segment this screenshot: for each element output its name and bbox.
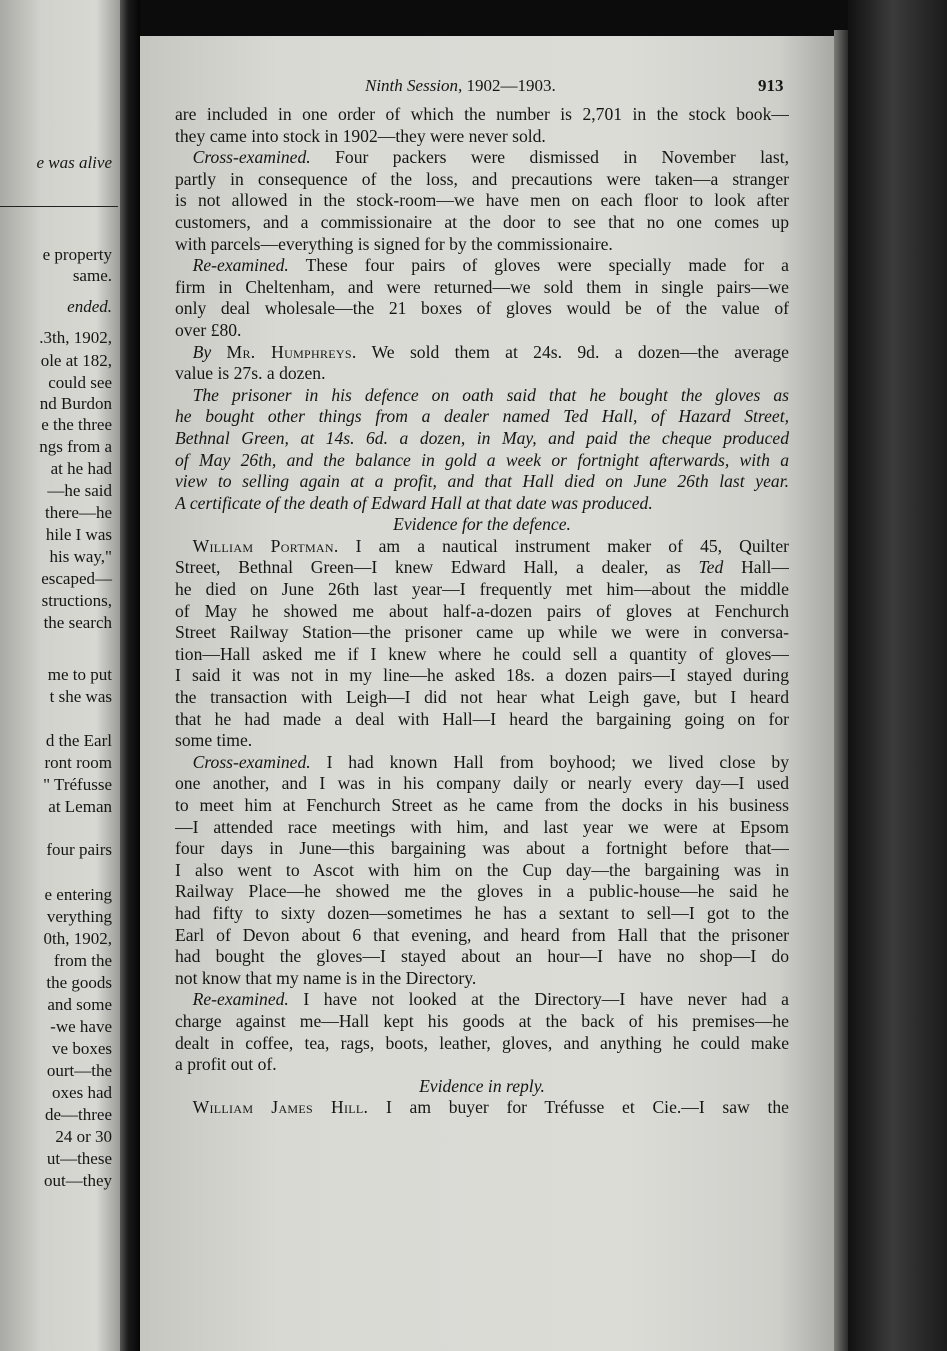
left-page-line: the goods bbox=[46, 973, 112, 992]
left-page-line: ut—these bbox=[46, 1149, 112, 1168]
text-line: dealt in coffee, tea, rags, boots, leather, gloves, and anything he could make bbox=[175, 1032, 789, 1053]
left-page-line: me to put bbox=[47, 665, 112, 684]
page-body bbox=[175, 104, 789, 1119]
left-page-line: d the Earl bbox=[45, 731, 112, 750]
left-page-line: ront room bbox=[44, 753, 112, 772]
left-page-line: .3th, 1902, bbox=[39, 328, 112, 347]
page-header bbox=[140, 76, 834, 100]
text-line: tion—Hall asked me if I knew where he could sell a quantity of gloves— bbox=[175, 643, 789, 664]
left-page-line: at he had bbox=[50, 459, 112, 478]
left-page-line: e the three bbox=[41, 415, 112, 434]
text-line: partly in consequence of the loss, and precautions were taken—a stranger bbox=[175, 168, 789, 189]
text-line: that he had made a deal with Hall—I heard the bargaining going on for bbox=[175, 708, 789, 729]
paragraph-by-mr-humphreys: By Mr. Humphreys. We sold them at 24s. 9d. a dozen—the average bbox=[192, 341, 789, 362]
defence-statement-line: Bethnal Green, at 14s. 6d. a dozen, in May, and paid the cheque produced bbox=[175, 427, 789, 448]
speaker-name: Mr. Humphreys. bbox=[226, 341, 357, 362]
text-line: only deal wholesale—the 21 boxes of gloves would be of the value of bbox=[175, 298, 789, 319]
left-page-line: ended. bbox=[67, 297, 112, 316]
left-page-line: could see bbox=[48, 373, 112, 392]
text-line: Earl of Devon about 6 that evening, and heard from Hall that the prisoner bbox=[175, 924, 789, 945]
left-page-rule bbox=[0, 206, 118, 207]
paragraph-william-james-hill: William James Hill. I am buyer for Tréfusse et Cie.—I saw the bbox=[192, 1097, 789, 1118]
left-facing-page bbox=[0, 0, 120, 1351]
left-page-line: escaped— bbox=[41, 569, 112, 588]
text-line: they came into stock in 1902—they were never sold. bbox=[175, 125, 546, 146]
text-line: not know that my name is in the Directory. bbox=[175, 967, 477, 988]
background-right bbox=[848, 0, 947, 1351]
text-line: one another, and I was in his company daily or nearly every day—I used bbox=[175, 773, 789, 794]
left-page-line: " Tréfusse bbox=[43, 775, 112, 794]
text-line: the transaction with Leigh—I did not hear what Leigh gave, but I heard bbox=[175, 687, 789, 708]
left-page-line: hile I was bbox=[45, 525, 112, 544]
paragraph-cross-examined: Cross-examined. Four packers were dismissed in November last, bbox=[192, 147, 789, 168]
left-page-line: oxes had bbox=[52, 1083, 112, 1102]
left-page-line: verything bbox=[46, 907, 112, 926]
session-years: 1902—1903. bbox=[466, 76, 556, 95]
left-page-line: at Leman bbox=[48, 797, 112, 816]
text-line: value is 27s. a dozen. bbox=[175, 363, 326, 384]
defence-statement-line: he bought other things from a dealer named Ted Hall, of Hazard Street, bbox=[175, 406, 789, 427]
text-line: had fifty to sixty dozen—sometimes he has a sextant to sell—I got to the bbox=[175, 902, 789, 923]
left-page-line: the search bbox=[43, 613, 112, 632]
text-line: I said it was not in my line—he asked 18s. a dozen pairs—I stayed during bbox=[175, 665, 789, 686]
text-line: customers, and a commissionaire at the door to see that no one comes up bbox=[175, 211, 789, 232]
page-number: 913 bbox=[758, 76, 784, 95]
text-line: to meet him at Fenchurch Street as he came from the docks in his business bbox=[175, 795, 789, 815]
text-line: had bought the gloves—I stayed about an hour—I have no shop—I do bbox=[175, 946, 789, 967]
left-page-line: ve boxes bbox=[52, 1039, 112, 1058]
text-line: a profit out of. bbox=[175, 1054, 277, 1075]
book-spine bbox=[120, 0, 140, 1351]
text-line: is not allowed in the stock-room—we have men on each floor to look after bbox=[175, 190, 789, 211]
text-line: firm in Cheltenham, and were returned—we sold them in single pairs—we bbox=[175, 276, 789, 297]
left-page-line: from the bbox=[53, 951, 112, 970]
section-heading-reply: Evidence in reply. bbox=[419, 1075, 545, 1096]
witness-name: William James Hill. bbox=[192, 1097, 369, 1118]
text-line: some time. bbox=[175, 730, 253, 751]
left-page-line: e property bbox=[42, 245, 112, 264]
paragraph-cross-examined: Cross-examined. I had known Hall from boyhood; we lived close by bbox=[192, 751, 789, 772]
page-913 bbox=[140, 36, 834, 1351]
text-line: Railway Place—he showed me the gloves in a public-house—he said he bbox=[175, 881, 789, 902]
text-line: charge against me—Hall kept his goods at the back of his premises—he bbox=[175, 1010, 789, 1031]
section-heading-defence: Evidence for the defence. bbox=[393, 514, 571, 535]
text-line: four days in June—this bargaining was about a fortnight before that— bbox=[175, 838, 789, 859]
left-page-line: —he said bbox=[47, 481, 112, 500]
left-page-line: 24 or 30 bbox=[55, 1127, 112, 1146]
paragraph-william-portman: William Portman. I am a nautical instrument maker of 45, Quilter bbox=[192, 535, 789, 556]
text-line: Street, Bethnal Green—I knew Edward Hall, a dealer, as Ted Hall— bbox=[175, 557, 789, 578]
running-head: Ninth Session, 1902—1903. bbox=[365, 76, 556, 95]
left-page-line: e entering bbox=[44, 885, 112, 904]
speaker-label: Cross-examined. bbox=[192, 147, 311, 168]
left-page-line: e was alive bbox=[36, 153, 112, 172]
paragraph-re-examined: Re-examined. I have not looked at the Directory—I have never had a bbox=[192, 989, 789, 1010]
text-line: he died on June 26th last year—I frequently met him—about the middle bbox=[175, 579, 789, 600]
left-page-line: 0th, 1902, bbox=[43, 929, 112, 948]
left-page-line: ourt—the bbox=[46, 1061, 112, 1080]
left-page-line: -we have bbox=[50, 1017, 112, 1036]
left-page-line: and some bbox=[47, 995, 112, 1014]
text-line: I also went to Ascot with him on the Cup day—the bargaining was in bbox=[175, 859, 789, 880]
defence-statement-line: view to selling again at a profit, and that Hall died on June 26th last year. bbox=[175, 471, 789, 492]
left-page-line: there—he bbox=[44, 503, 112, 522]
text-line: over £80. bbox=[175, 319, 242, 340]
speaker-label: Re-examined. bbox=[192, 255, 289, 276]
speaker-label: Re-examined. bbox=[192, 989, 289, 1010]
left-page-line: structions, bbox=[41, 591, 112, 610]
left-page-line: ngs from a bbox=[39, 437, 112, 456]
text-line: —I attended race meetings with him, and last year we were at Epsom bbox=[175, 816, 789, 837]
defence-statement-line: of May 26th, and the balance in gold a week or fortnight afterwards, with a bbox=[175, 449, 789, 470]
text-line: of May he showed me about half-a-dozen pairs of gloves at Fenchurch bbox=[175, 600, 789, 621]
left-page-text bbox=[0, 0, 120, 1351]
left-page-line: t she was bbox=[49, 687, 112, 706]
text-line: with parcels—everything is signed for by the commissionaire. bbox=[175, 233, 613, 254]
left-page-line: same. bbox=[72, 266, 112, 285]
text-line: are included in one order of which the number is 2,701 in the stock book— bbox=[175, 104, 789, 124]
defence-statement-line: A certificate of the death of Edward Hall at that date was produced. bbox=[175, 492, 653, 513]
left-page-line: out—they bbox=[44, 1171, 112, 1190]
text-line: Street Railway Station—the prisoner came up while we were in conversa- bbox=[175, 622, 789, 643]
paragraph-re-examined: Re-examined. These four pairs of gloves were specially made for a bbox=[192, 255, 789, 276]
left-page-line: de—three bbox=[44, 1105, 112, 1124]
witness-name: William Portman. bbox=[192, 535, 339, 556]
left-page-line: four pairs bbox=[46, 840, 112, 859]
defence-statement-line: The prisoner in his defence on oath said that he bought the gloves as bbox=[192, 384, 789, 405]
speaker-label: Cross-examined. bbox=[192, 751, 311, 772]
page-edge-shadow bbox=[834, 30, 848, 1351]
left-page-line: ole at 182, bbox=[40, 351, 112, 370]
left-page-line: his way," bbox=[49, 547, 112, 566]
left-page-line: nd Burdon bbox=[39, 394, 112, 413]
